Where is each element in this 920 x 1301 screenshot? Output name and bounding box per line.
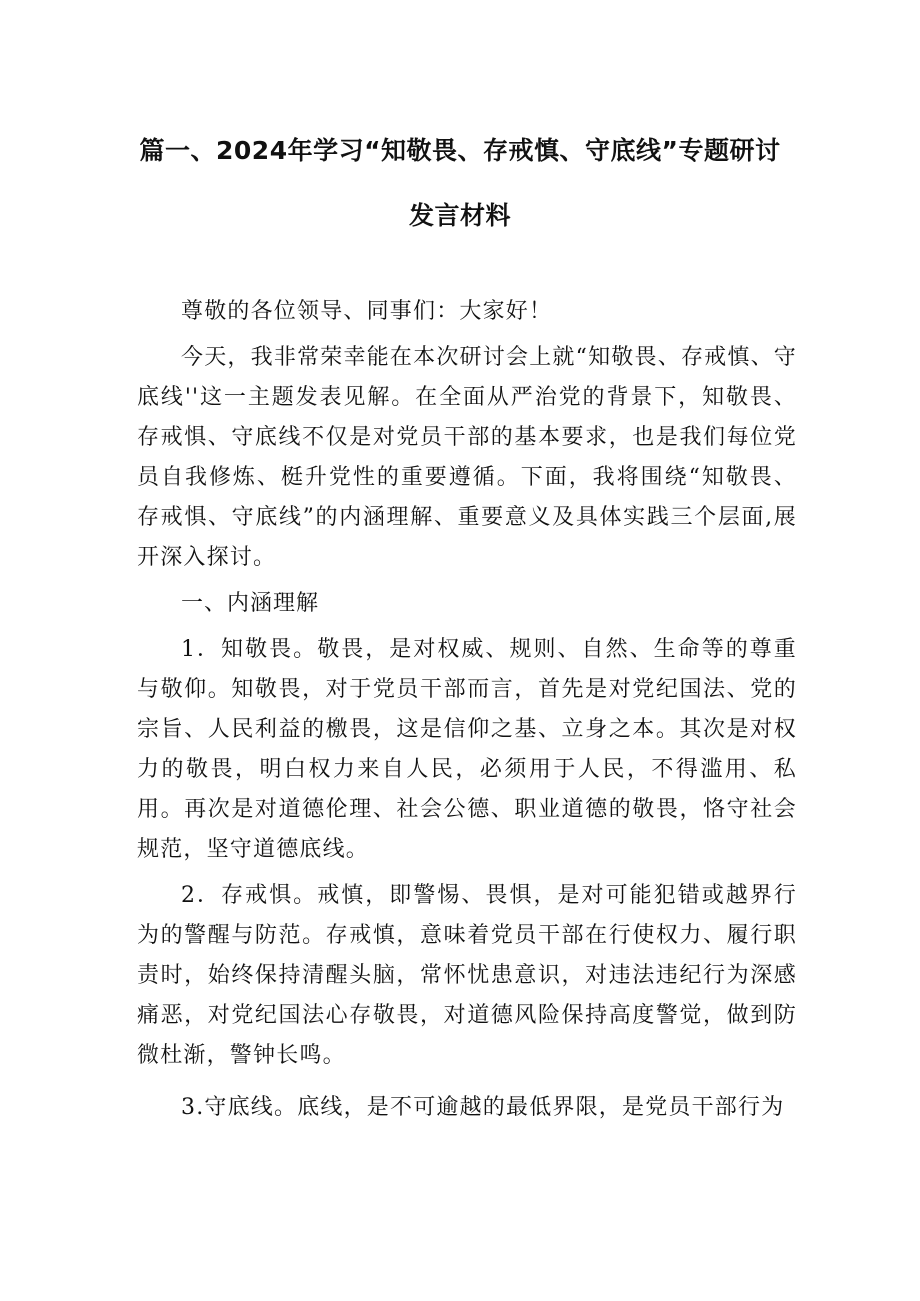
item-3-paragraph: 3.守底线。底线，是不可逾越的最低界限，是党员干部行为 [181,1095,785,1120]
document-title-line-2: 发言材料 [408,201,511,230]
greeting-paragraph: 尊敬的各位领导、同事们：大家好！ [181,299,553,324]
section-heading: 一、内涵理解 [181,591,320,616]
item-1-paragraph: 1．知敬畏。敬畏，是对权威、规则、自然、生命等的尊重与敬仰。知敬畏，对于党员干部而言，首先是对党纪国法、党的宗旨、人民利益的檄畏，这是信仰之基、立身之本。其次是对权力的敬畏，明白权力来自人民，必须用于人民，不得滥用、私用。再次是对道德伦理、社会公德、职业道德的敬畏，恪守社会规范，坚守道德底线。 [137,637,797,862]
item-2-paragraph: 2．存戒惧。戒慎，即警惕、畏惧，是对可能犯错或越界行为的警醒与防范。存戒慎，意味着党员干部在行使权力、履行职责时，始终保持清醒头脑，常怀忧患意识，对违法违纪行为深感痛恶，对党纪国法心存敬畏，对道德风险保持高度警觉，做到防微杜渐，警钟长鸣。 [137,883,797,1068]
intro-paragraph: 今天，我非常荣幸能在本次研讨会上就“知敬畏、存戒慎、守底线''这一主题发表见解。在全面从严治党的背景下，知敬畏、存戒惧、守底线不仅是对党员干部的基本要求，也是我们每位党员自我修炼、梃升党性的重要遵循。下面，我将围绕“知敬畏、存戒惧、守底线”的内涵理解、重要意义及具体实践三个层面,展开深入探讨。 [137,345,797,570]
document-body [137,292,797,1128]
document-title-line-1: 篇一、2024年学习“知敬畏、存戒慎、守底线”专题研讨 [139,136,781,165]
